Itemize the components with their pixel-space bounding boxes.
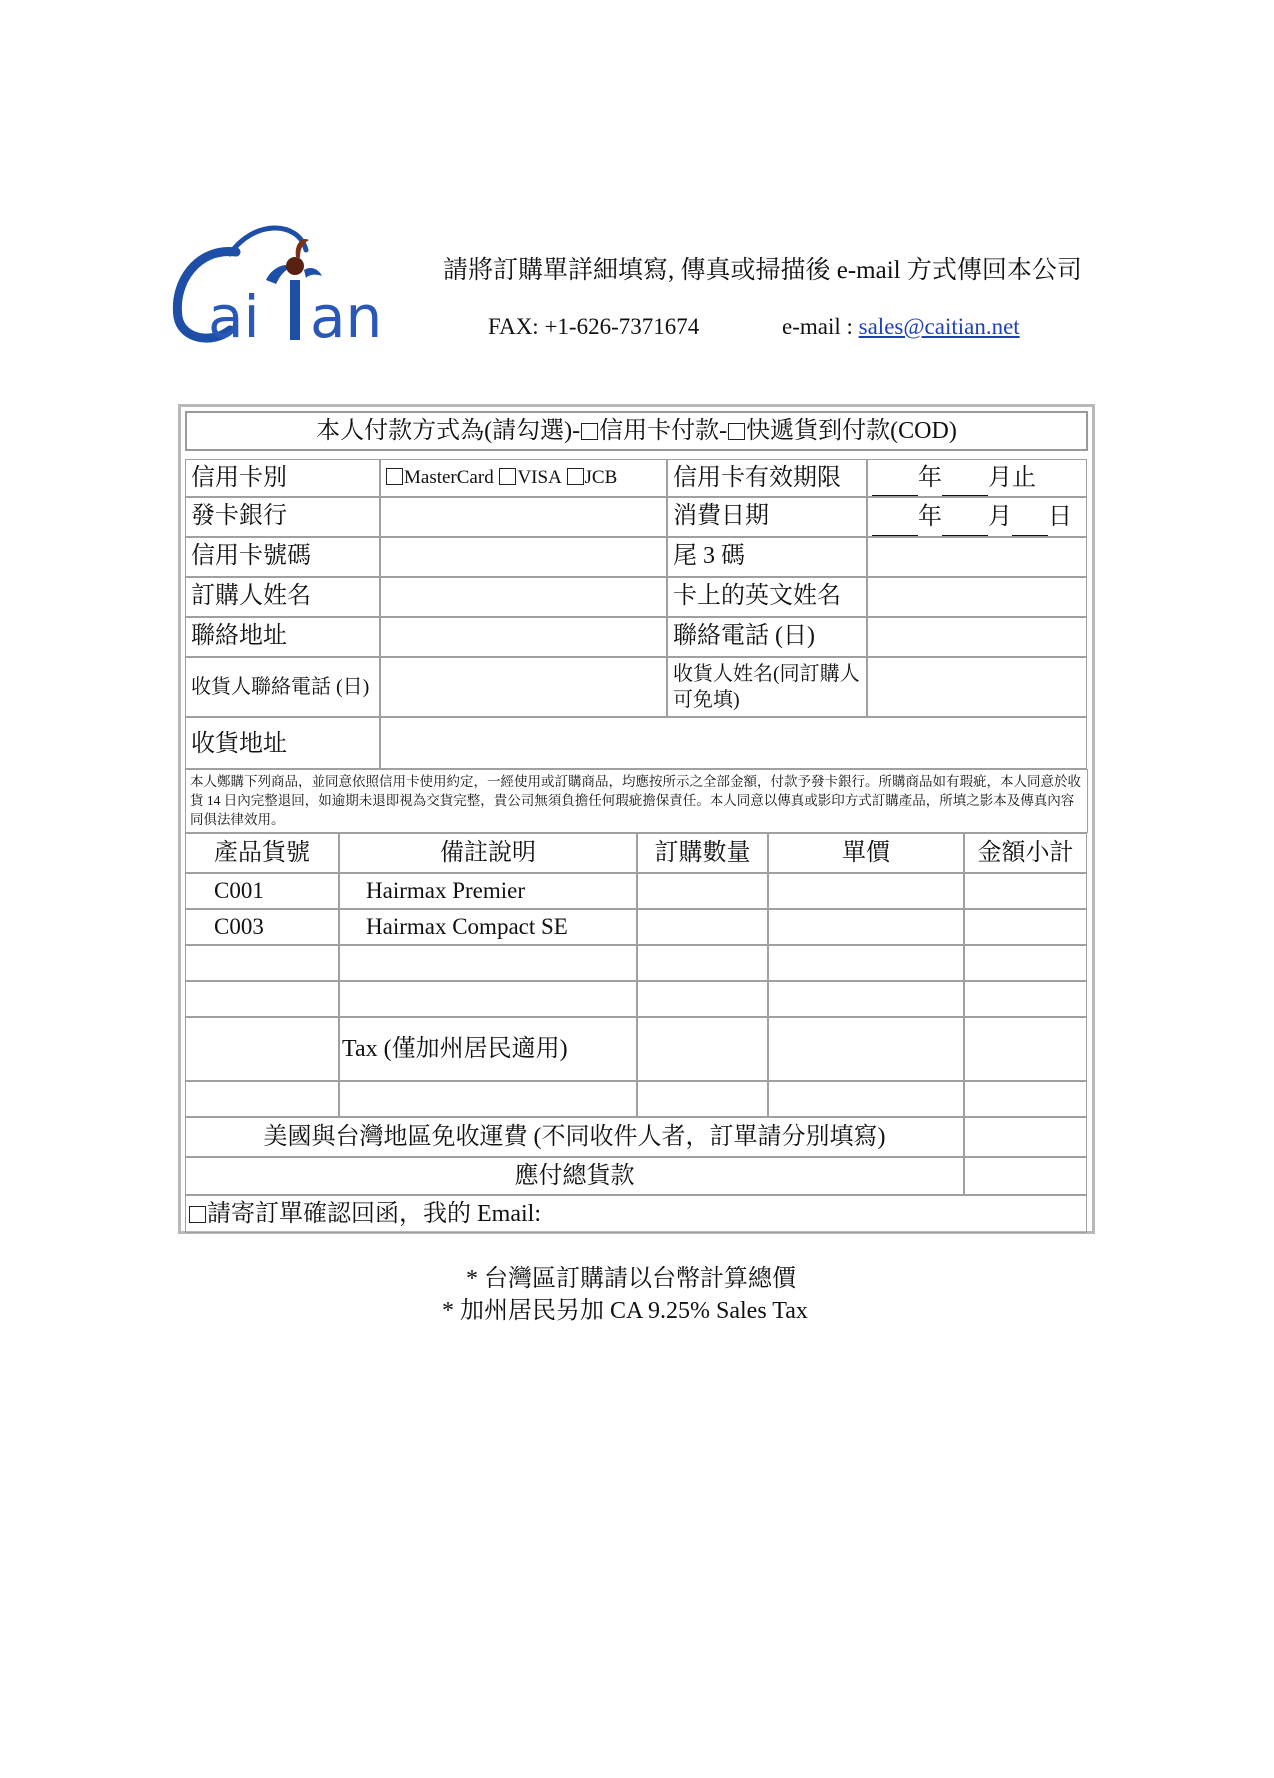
table-row-desc: Hairmax Premier [339, 873, 637, 909]
table-row-code [185, 1017, 339, 1081]
buyer-name-label: 訂購人姓名 [185, 577, 380, 617]
visa-checkbox[interactable] [499, 468, 516, 485]
expiry-label: 信用卡有效期限 [667, 459, 867, 497]
email-label: e-mail : [782, 314, 859, 339]
tax-row-label: Tax (僅加州居民適用) [339, 1017, 637, 1081]
credit-card-checkbox[interactable] [581, 423, 598, 440]
caitian-logo [168, 222, 408, 352]
table-row-subtotal[interactable] [964, 909, 1087, 945]
purchase-date-label: 消費日期 [667, 497, 867, 537]
email-link[interactable]: sales@caitian.net [858, 314, 1020, 339]
card-type-options [380, 459, 667, 497]
fax-number: FAX: +1-626-7371674 [488, 314, 700, 339]
svg-text:an: an [310, 283, 383, 351]
table-row-code[interactable] [185, 981, 339, 1017]
address-field[interactable] [380, 617, 667, 657]
recipient-name-label: 收貨人姓名(同訂購人可免填) [667, 657, 867, 717]
payment-intro: 本人付款方式為(請勾選)- [316, 418, 581, 444]
table-row-qty[interactable] [637, 945, 768, 981]
email-line [782, 314, 1020, 340]
table-row-qty[interactable] [637, 1017, 768, 1081]
table-row-price[interactable] [768, 981, 964, 1017]
table-row-qty[interactable] [637, 873, 768, 909]
table-row-subtotal[interactable] [964, 945, 1087, 981]
col-header-unit-price: 單價 [768, 833, 964, 873]
shipping-address-field[interactable] [380, 717, 1087, 769]
col-header-subtotal: 金額小計 [964, 833, 1087, 873]
table-row-qty[interactable] [637, 1081, 768, 1117]
expiry-field[interactable]: 年 月止 [867, 459, 1087, 497]
payment-credit-label: 信用卡付款- [599, 418, 728, 444]
card-number-field[interactable] [380, 537, 667, 577]
header-instruction: 請將訂購單詳細填寫, 傳真或掃描後 e-mail 方式傳回本公司 [443, 257, 1082, 284]
card-english-name-field[interactable] [867, 577, 1087, 617]
payment-method-row [185, 411, 1088, 451]
jcb-label: JCB [584, 467, 618, 488]
cvv-label: 尾 3 碼 [667, 537, 867, 577]
total-amount-field[interactable] [964, 1157, 1087, 1195]
table-row-price[interactable] [768, 909, 964, 945]
table-row-desc[interactable] [339, 945, 637, 981]
table-row-code: C001 [185, 873, 339, 909]
purchase-agreement-text: 本人鄭購下列商品，並同意依照信用卡使用約定，一經使用或訂購商品，均應按所示之全部金額，付款予發卡銀行。所購商品如有瑕疵，本人同意於收貨 14 日內完整退回，如逾期未退即視為交貨完整，貴公司無須負擔任何瑕疵擔保責任。本人同意以傳真或影印方式訂購產品，所填之影本及傳真內容同俱法律效用。 [185, 769, 1088, 833]
issuing-bank-label: 發卡銀行 [185, 497, 380, 537]
svg-text:ai: ai [208, 283, 260, 351]
table-row-desc[interactable] [339, 981, 637, 1017]
table-row-subtotal[interactable] [964, 981, 1087, 1017]
table-row-subtotal[interactable] [964, 873, 1087, 909]
tax-amount-field[interactable] [964, 1017, 1087, 1081]
confirm-email-label: 請寄訂單確認回函，我的 Email: [207, 1201, 541, 1227]
col-header-notes: 備註說明 [339, 833, 637, 873]
confirm-email-checkbox[interactable] [189, 1206, 206, 1223]
table-row-code[interactable] [185, 945, 339, 981]
phone-day-label: 聯絡電話 (日) [667, 617, 867, 657]
table-row-code[interactable] [185, 1081, 339, 1117]
table-row-desc: Hairmax Compact SE [339, 909, 637, 945]
total-label: 應付總貨款 [185, 1157, 964, 1195]
table-row-desc[interactable] [339, 1081, 637, 1117]
purchase-date-field[interactable]: 年 月 日 [867, 497, 1087, 537]
col-header-product-code: 產品貨號 [185, 833, 339, 873]
visa-label: VISA [517, 467, 561, 488]
card-type-label: 信用卡別 [185, 459, 380, 497]
recipient-name-field[interactable] [867, 657, 1087, 717]
footnote-ca-sales-tax: * 加州居民另加 CA 9.25% Sales Tax [442, 1298, 808, 1324]
card-english-name-label: 卡上的英文姓名 [667, 577, 867, 617]
table-row-price[interactable] [768, 1081, 964, 1117]
shipping-fee-field[interactable] [964, 1117, 1087, 1157]
jcb-checkbox[interactable] [567, 468, 584, 485]
buyer-name-field[interactable] [380, 577, 667, 617]
table-row-code: C003 [185, 909, 339, 945]
recipient-phone-field[interactable] [380, 657, 667, 717]
cvv-field[interactable] [867, 537, 1087, 577]
table-row-price[interactable] [768, 873, 964, 909]
mastercard-checkbox[interactable] [386, 468, 403, 485]
card-number-label: 信用卡號碼 [185, 537, 380, 577]
shipping-note: 美國與台灣地區免收運費 (不同收件人者，訂單請分別填寫) [185, 1117, 964, 1157]
mastercard-label: MasterCard [404, 467, 494, 488]
recipient-phone-label: 收貨人聯絡電話 (日) [185, 657, 380, 717]
shipping-address-label: 收貨地址 [185, 717, 380, 769]
cod-checkbox[interactable] [728, 423, 745, 440]
order-form [178, 404, 1095, 1234]
col-header-quantity: 訂購數量 [637, 833, 768, 873]
footnote-taiwan-currency: * 台灣區訂購請以台幣計算總價 [466, 1266, 796, 1292]
table-row-price[interactable] [768, 1017, 964, 1081]
table-row-qty[interactable] [637, 909, 768, 945]
confirm-email-row [185, 1195, 1087, 1233]
payment-cod-label: 快遞貨到付款(COD) [746, 418, 957, 444]
issuing-bank-field[interactable] [380, 497, 667, 537]
phone-day-field[interactable] [867, 617, 1087, 657]
table-row-subtotal[interactable] [964, 1081, 1087, 1117]
table-row-qty[interactable] [637, 981, 768, 1017]
address-label: 聯絡地址 [185, 617, 380, 657]
table-row-price[interactable] [768, 945, 964, 981]
